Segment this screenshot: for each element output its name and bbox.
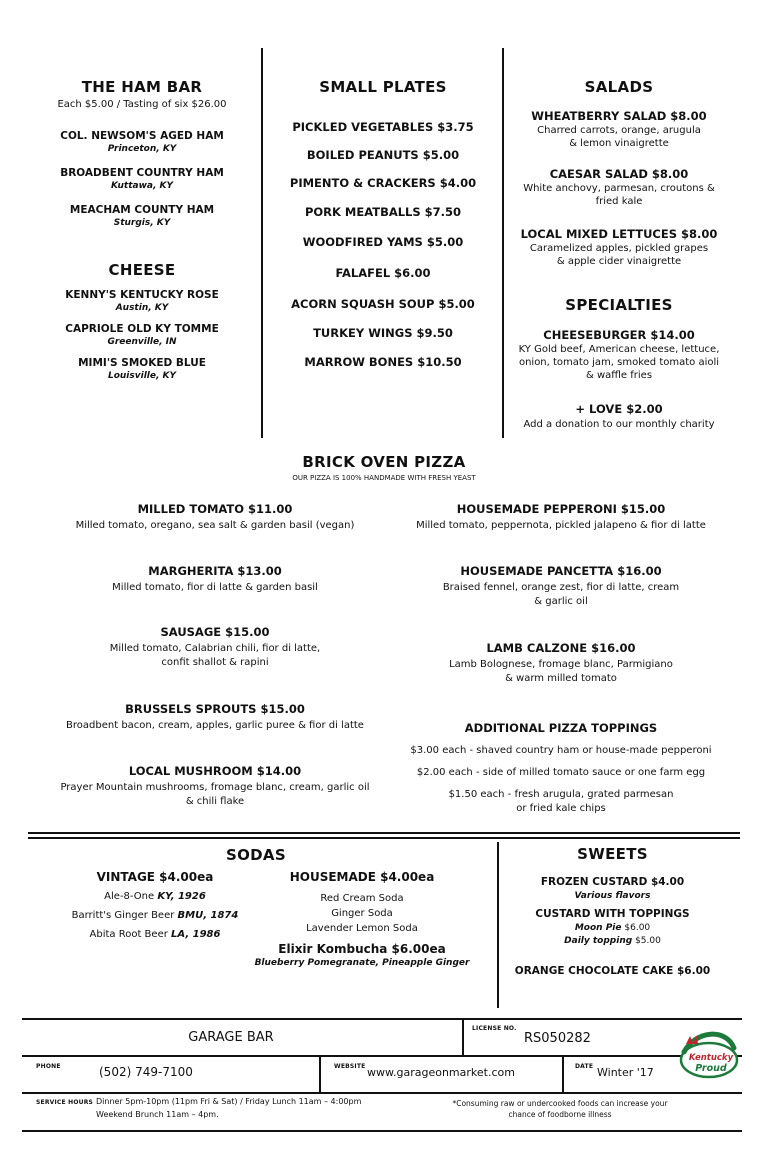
love-name: + LOVE $2.00 xyxy=(575,402,663,416)
date-label: DATE xyxy=(575,1063,594,1070)
daily-topping-label: Daily topping xyxy=(564,936,633,946)
small-plates-title: SMALL PLATES xyxy=(319,78,447,96)
section-divider xyxy=(28,837,740,839)
soda-origin: BMU, 1874 xyxy=(177,910,239,921)
salad-desc: & apple cider vinaigrette xyxy=(556,256,682,267)
sweets-section xyxy=(500,845,725,977)
kombucha-name: Elixir Kombucha $6.00ea xyxy=(278,942,446,956)
salad-desc: White anchovy, parmesan, croutons & xyxy=(523,183,715,194)
sodas-title: SODAS xyxy=(226,846,286,864)
toppings-line: $2.00 each - side of milled tomato sauce or one farm egg xyxy=(416,767,706,778)
soda-origin: KY, 1926 xyxy=(157,891,206,902)
cheeseburger-desc: onion, tomato jam, smoked tomato aioli xyxy=(518,357,720,368)
salad-desc: Charred carrots, orange, arugula xyxy=(537,125,701,136)
small-plate-item: PICKLED VEGETABLES $3.75 xyxy=(292,120,474,134)
ham-item xyxy=(20,130,264,154)
kentucky-proud-logo xyxy=(676,1026,740,1082)
salad-desc: & lemon vinaigrette xyxy=(569,138,669,149)
cheese-item-origin: Greenville, IN xyxy=(107,337,177,347)
cheese-item xyxy=(20,323,264,347)
salad-name: WHEATBERRY SALAD $8.00 xyxy=(531,109,707,123)
cheeseburger-desc: KY Gold beef, American cheese, lettuce, xyxy=(518,344,720,355)
pizza-desc: confit shallot & rapini xyxy=(161,657,269,668)
ham-item-name: COL. NEWSOM'S AGED HAM xyxy=(60,130,224,142)
cheeseburger-item xyxy=(504,328,734,381)
footer-divider xyxy=(319,1056,321,1092)
housemade-item: Red Cream Soda xyxy=(320,893,404,904)
cheese-item xyxy=(20,289,264,313)
cheeseburger-desc: & waffle fries xyxy=(585,370,653,381)
salad-item xyxy=(504,227,734,267)
salad-name: LOCAL MIXED LETTUCES $8.00 xyxy=(520,227,718,241)
pizza-title: BRICK OVEN PIZZA xyxy=(302,453,466,471)
hours-line: Weekend Brunch 11am – 4pm. xyxy=(96,1110,219,1119)
date-value: Winter '17 xyxy=(597,1066,654,1079)
pizza-desc: Milled tomato, oregano, sea salt & garden basil (vegan) xyxy=(75,520,355,531)
footer-divider xyxy=(462,1019,464,1055)
logo-text-bottom: Proud xyxy=(695,1063,727,1074)
small-plate-item: ACORN SQUASH SOUP $5.00 xyxy=(291,297,475,311)
section-divider xyxy=(28,832,740,834)
pizza-name: LOCAL MUSHROOM $14.00 xyxy=(128,764,302,778)
moon-pie-price: $6.00 xyxy=(624,923,651,933)
vintage-item xyxy=(60,929,250,940)
small-plates-section xyxy=(264,78,502,96)
license-number: RS050282 xyxy=(524,1031,591,1046)
cake-name: ORANGE CHOCOLATE CAKE $6.00 xyxy=(514,965,711,977)
pizza-desc: Milled tomato, peppernota, pickled jalapeno & fior di latte xyxy=(416,520,706,531)
food-warning xyxy=(440,1099,680,1119)
column-divider xyxy=(497,842,499,1008)
toppings-title: ADDITIONAL PIZZA TOPPINGS xyxy=(464,721,658,735)
daily-topping-price: $5.00 xyxy=(635,936,661,946)
website-label: WEBSITE xyxy=(334,1063,366,1070)
housemade-item: Ginger Soda xyxy=(331,908,393,919)
pizza-desc: & warm milled tomato xyxy=(505,673,617,684)
hours-label: SERVICE HOURS xyxy=(36,1099,94,1106)
pizza-desc: Lamb Bolognese, fromage blanc, Parmigiano xyxy=(449,659,673,670)
custard-toppings-name: CUSTARD WITH TOPPINGS xyxy=(535,908,690,920)
custard-name: FROZEN CUSTARD $4.00 xyxy=(540,876,685,888)
pizza-desc: & garlic oil xyxy=(534,596,588,607)
daily-topping-line xyxy=(500,936,725,946)
pizza-toppings xyxy=(386,721,736,814)
ham-item-name: BROADBENT COUNTRY HAM xyxy=(60,167,224,179)
footer-name: GARAGE BAR xyxy=(188,1030,274,1045)
ham-bar-subtitle: Each $5.00 / Tasting of six $26.00 xyxy=(57,99,227,110)
phone-label: PHONE xyxy=(36,1063,61,1070)
housemade-sodas xyxy=(252,870,472,968)
small-plate-item: BOILED PEANUTS $5.00 xyxy=(306,148,460,162)
pizza-name: HOUSEMADE PANCETTA $16.00 xyxy=(460,564,662,578)
cheese-item-name: MIMI'S SMOKED BLUE xyxy=(78,357,206,369)
cheese-item-origin: Louisville, KY xyxy=(107,371,177,381)
housemade-title: HOUSEMADE $4.00ea xyxy=(289,870,435,884)
pizza-item xyxy=(30,502,400,531)
pizza-desc: Braised fennel, orange zest, fior di latte, cream xyxy=(442,582,680,593)
small-plate-item: TURKEY WINGS $9.50 xyxy=(313,326,453,340)
ham-item xyxy=(20,204,264,228)
cheese-item-name: CAPRIOLE OLD KY TOMME xyxy=(65,323,219,335)
love-desc: Add a donation to our monthly charity xyxy=(523,419,715,430)
moon-pie-line xyxy=(500,923,725,933)
cheese-item-origin: Austin, KY xyxy=(115,303,169,313)
toppings-line: $3.00 each - shaved country ham or house-made pepperoni xyxy=(410,745,712,756)
soda-origin: LA, 1986 xyxy=(171,929,221,940)
toppings-line: or fried kale chips xyxy=(516,803,606,814)
soda-name: Ale-8-One xyxy=(104,891,155,902)
cheese-item xyxy=(20,357,264,381)
pizza-item xyxy=(30,625,400,668)
pizza-subtitle: OUR PIZZA IS 100% HANDMADE WITH FRESH YEAST xyxy=(292,474,476,482)
footer-divider xyxy=(562,1056,564,1092)
ham-item xyxy=(20,167,264,191)
ham-bar-title: THE HAM BAR xyxy=(81,78,203,96)
pizza-name: SAUSAGE $15.00 xyxy=(160,625,270,639)
pizza-desc: Milled tomato, fior di latte & garden basil xyxy=(112,582,318,593)
salad-name: CAESAR SALAD $8.00 xyxy=(549,167,689,181)
vintage-sodas xyxy=(60,870,250,940)
footer-border xyxy=(22,1130,742,1132)
phone-number[interactable]: (502) 749-7100 xyxy=(99,1065,193,1079)
pizza-desc: Milled tomato, Calabrian chili, fior di latte, xyxy=(109,643,321,654)
specialties-title: SPECIALTIES xyxy=(565,296,673,314)
vintage-title: VINTAGE $4.00ea xyxy=(96,870,214,884)
pizza-header xyxy=(0,453,768,482)
ham-item-origin: Sturgis, KY xyxy=(113,218,171,228)
footer-border xyxy=(22,1018,742,1020)
kentucky-proud-badge-icon xyxy=(676,1026,740,1082)
pizza-desc: & chili flake xyxy=(185,796,245,807)
salad-item xyxy=(504,167,734,207)
cheese-item-name: KENNY'S KENTUCKY ROSE xyxy=(65,289,219,301)
food-warning-line: *Consuming raw or undercooked foods can increase your xyxy=(452,1099,668,1108)
cheeseburger-name: CHEESEBURGER $14.00 xyxy=(543,328,695,342)
pizza-item xyxy=(30,564,400,593)
cheese-title: CHEESE xyxy=(108,261,176,279)
salad-desc: fried kale xyxy=(595,196,643,207)
salad-item xyxy=(504,109,734,149)
pizza-item xyxy=(30,702,400,731)
website-link[interactable]: www.garageonmarket.com xyxy=(367,1066,515,1079)
small-plate-item: FALAFEL $6.00 xyxy=(335,266,431,280)
pizza-name: MARGHERITA $13.00 xyxy=(148,564,282,578)
small-plate-item: PIMENTO & CRACKERS $4.00 xyxy=(289,176,477,190)
pizza-item xyxy=(386,564,736,607)
pizza-item xyxy=(386,641,736,684)
housemade-item: Lavender Lemon Soda xyxy=(306,923,418,934)
pizza-desc: Broadbent bacon, cream, apples, garlic puree & fior di latte xyxy=(66,720,364,731)
sweets-title: SWEETS xyxy=(577,845,648,863)
soda-name: Barritt's Ginger Beer xyxy=(71,910,175,921)
pizza-name: HOUSEMADE PEPPERONI $15.00 xyxy=(456,502,666,516)
small-plate-item: MARROW BONES $10.50 xyxy=(304,355,462,369)
cheese-section xyxy=(20,261,264,381)
salad-desc: Caramelized apples, pickled grapes xyxy=(529,243,709,254)
custard-note: Various flavors xyxy=(574,891,651,901)
ham-item-origin: Kuttawa, KY xyxy=(111,181,173,191)
kombucha-flavors: Blueberry Pomegranate, Pineapple Ginger xyxy=(254,958,470,968)
salads-section xyxy=(504,78,734,96)
footer-border xyxy=(22,1092,742,1094)
vintage-item xyxy=(60,891,250,902)
license-label: LICENSE NO. xyxy=(472,1025,517,1032)
food-warning-line: chance of foodborne illness xyxy=(508,1110,612,1119)
soda-name: Abita Root Beer xyxy=(89,929,168,940)
pizza-name: MILLED TOMATO $11.00 xyxy=(137,502,293,516)
small-plate-item: PORK MEATBALLS $7.50 xyxy=(304,205,462,219)
logo-text-top: Kentucky xyxy=(688,1053,734,1063)
footer-border xyxy=(22,1055,742,1057)
vintage-item xyxy=(60,910,250,921)
ham-item-name: MEACHAM COUNTY HAM xyxy=(69,204,215,216)
pizza-name: LAMB CALZONE $16.00 xyxy=(486,641,636,655)
salads-title: SALADS xyxy=(584,78,654,96)
pizza-item xyxy=(386,502,736,531)
small-plate-item: WOODFIRED YAMS $5.00 xyxy=(302,235,464,249)
moon-pie-label: Moon Pie xyxy=(574,923,622,933)
pizza-desc: Prayer Mountain mushrooms, fromage blanc, cream, garlic oil xyxy=(60,782,370,793)
toppings-line: $1.50 each - fresh arugula, grated parmesan xyxy=(448,789,674,800)
hours-line: Dinner 5pm-10pm (11pm Fri & Sat) / Friday Lunch 11am – 4:00pm xyxy=(96,1097,362,1106)
ham-bar-section xyxy=(20,78,264,228)
pizza-item xyxy=(30,764,400,807)
love-item xyxy=(504,402,734,430)
ham-item-origin: Princeton, KY xyxy=(107,144,177,154)
pizza-name: BRUSSELS SPROUTS $15.00 xyxy=(125,702,305,716)
